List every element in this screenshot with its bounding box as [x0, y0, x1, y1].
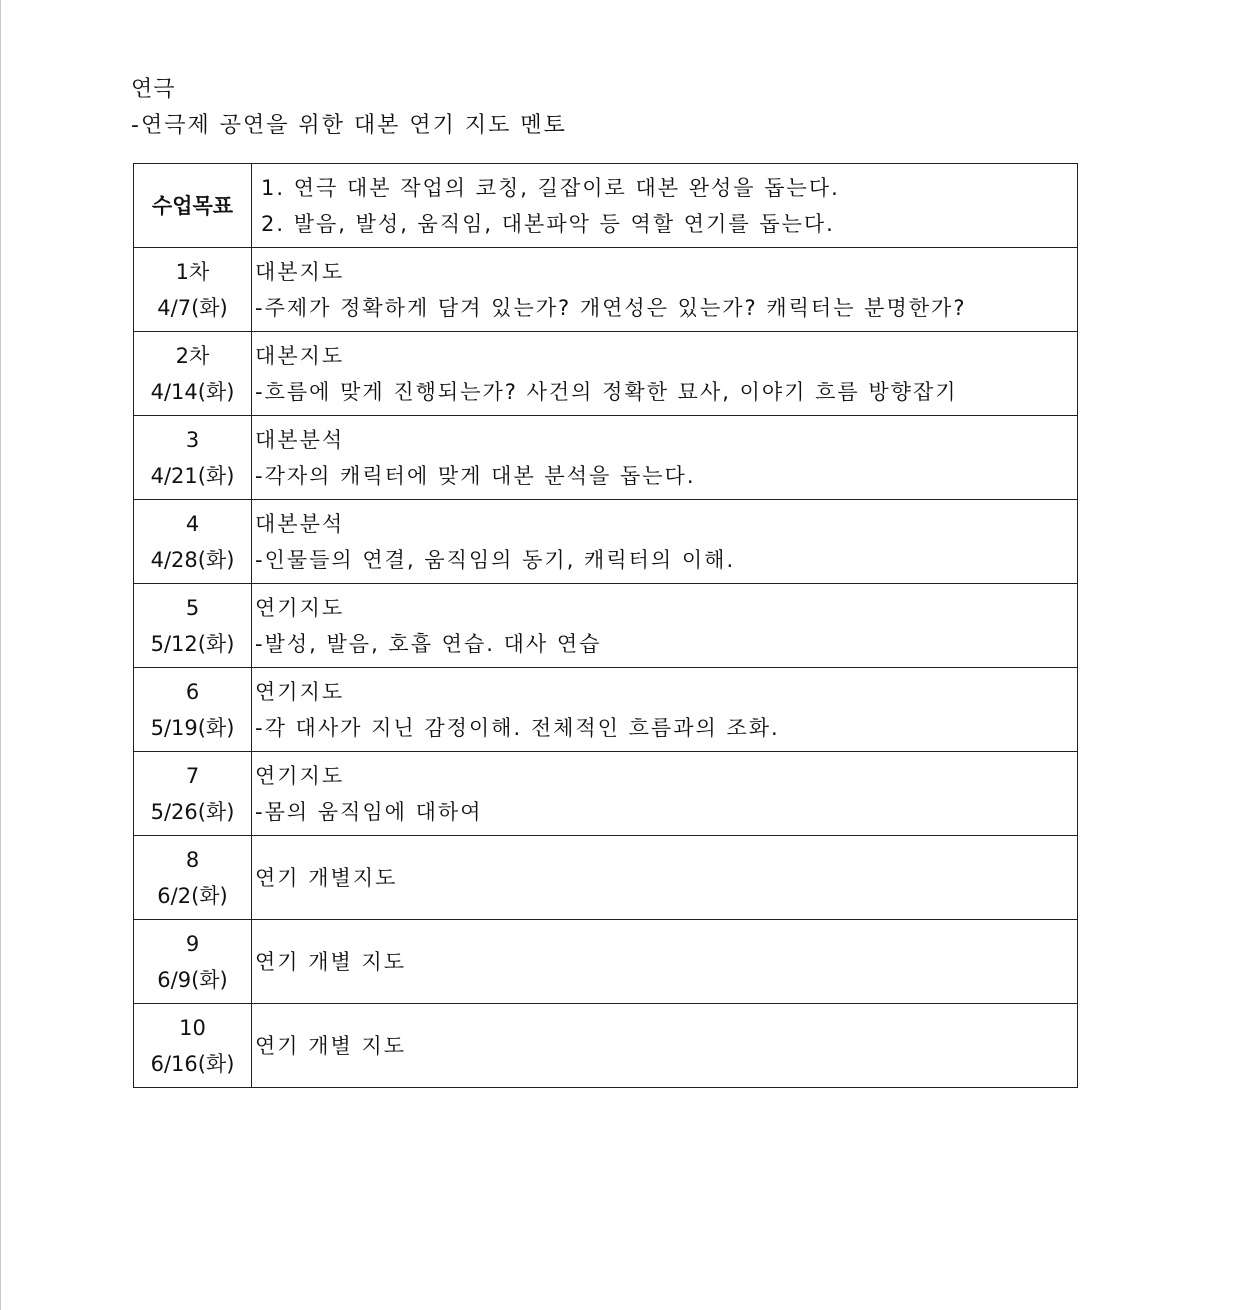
session-content: [252, 920, 1078, 1004]
session-label: [134, 416, 252, 500]
session-number: 8: [185, 847, 200, 872]
session-date: 4/7(화): [157, 295, 228, 320]
session-date: 5/19(화): [150, 715, 235, 740]
session-topic: 대본지도: [255, 259, 345, 284]
session-topic: 대본지도: [255, 343, 345, 368]
objective-label: 수업목표: [134, 164, 252, 248]
session-topic: 연기 개별 지도: [255, 949, 407, 974]
session-number: 2차: [175, 343, 210, 368]
objective-line-2: 2. 발음, 발성, 움직임, 대본파악 등 역할 연기를 돕는다.: [261, 211, 835, 236]
session-label: [134, 668, 252, 752]
session-date: 4/28(화): [150, 547, 235, 572]
session-content: [252, 752, 1078, 836]
session-row: [134, 836, 1078, 920]
session-detail: -각 대사가 지닌 감정이해. 전체적인 흐름과의 조화.: [255, 715, 780, 740]
session-number: 10: [179, 1015, 206, 1040]
objective-row: [134, 164, 1078, 248]
session-content: [252, 836, 1078, 920]
session-label: [134, 1004, 252, 1088]
session-topic: 대본분석: [255, 511, 345, 536]
session-label: [134, 332, 252, 416]
session-detail: -주제가 정확하게 담겨 있는가? 개연성은 있는가? 캐릭터는 분명한가?: [255, 295, 967, 320]
document-subtitle: -연극제 공연을 위한 대본 연기 지도 멘토: [131, 113, 567, 138]
session-label: [134, 836, 252, 920]
page-edge: [0, 0, 1, 1310]
session-date: 4/21(화): [150, 463, 235, 488]
session-row: [134, 416, 1078, 500]
session-number: 9: [185, 931, 200, 956]
session-detail: -인물들의 연결, 움직임의 동기, 캐릭터의 이해.: [255, 547, 736, 572]
session-detail: -발성, 발음, 호흡 연습. 대사 연습: [255, 631, 602, 656]
session-date: 5/26(화): [150, 799, 235, 824]
session-content: [252, 668, 1078, 752]
session-row: [134, 920, 1078, 1004]
session-row: [134, 248, 1078, 332]
session-label: [134, 752, 252, 836]
session-number: 5: [185, 595, 200, 620]
session-topic: 연기지도: [255, 679, 345, 704]
session-detail: -몸의 움직임에 대하여: [255, 799, 483, 824]
session-topic: 연기 개별지도: [255, 865, 398, 890]
session-number: 1차: [175, 259, 210, 284]
session-number: 6: [185, 679, 200, 704]
objective-line-1: 1. 연극 대본 작업의 코칭, 길잡이로 대본 완성을 돕는다.: [261, 175, 840, 200]
session-date: 6/9(화): [157, 967, 228, 992]
document-title: 연극: [131, 77, 176, 102]
session-content: [252, 500, 1078, 584]
session-row: [134, 584, 1078, 668]
session-label: [134, 248, 252, 332]
session-row: [134, 668, 1078, 752]
session-detail: -흐름에 맞게 진행되는가? 사건의 정확한 묘사, 이야기 흐름 방향잡기: [255, 379, 958, 404]
session-number: 4: [185, 511, 200, 536]
session-content: [252, 248, 1078, 332]
session-label: [134, 500, 252, 584]
session-content: [252, 584, 1078, 668]
session-content: [252, 1004, 1078, 1088]
objective-content: [252, 164, 1078, 248]
session-number: 7: [185, 763, 200, 788]
session-row: [134, 1004, 1078, 1088]
session-content: [252, 332, 1078, 416]
session-topic: 연기지도: [255, 595, 345, 620]
session-row: [134, 752, 1078, 836]
lesson-plan-table: [133, 163, 1078, 1088]
session-label: [134, 920, 252, 1004]
session-topic: 연기 개별 지도: [255, 1033, 407, 1058]
session-row: [134, 500, 1078, 584]
session-date: 6/2(화): [157, 883, 228, 908]
session-date: 5/12(화): [150, 631, 235, 656]
session-detail: -각자의 캐릭터에 맞게 대본 분석을 돕는다.: [255, 463, 696, 488]
session-date: 6/16(화): [150, 1051, 235, 1076]
session-row: [134, 332, 1078, 416]
session-number: 3: [185, 427, 200, 452]
session-label: [134, 584, 252, 668]
session-topic: 연기지도: [255, 763, 345, 788]
session-date: 4/14(화): [150, 379, 235, 404]
session-topic: 대본분석: [255, 427, 345, 452]
session-content: [252, 416, 1078, 500]
